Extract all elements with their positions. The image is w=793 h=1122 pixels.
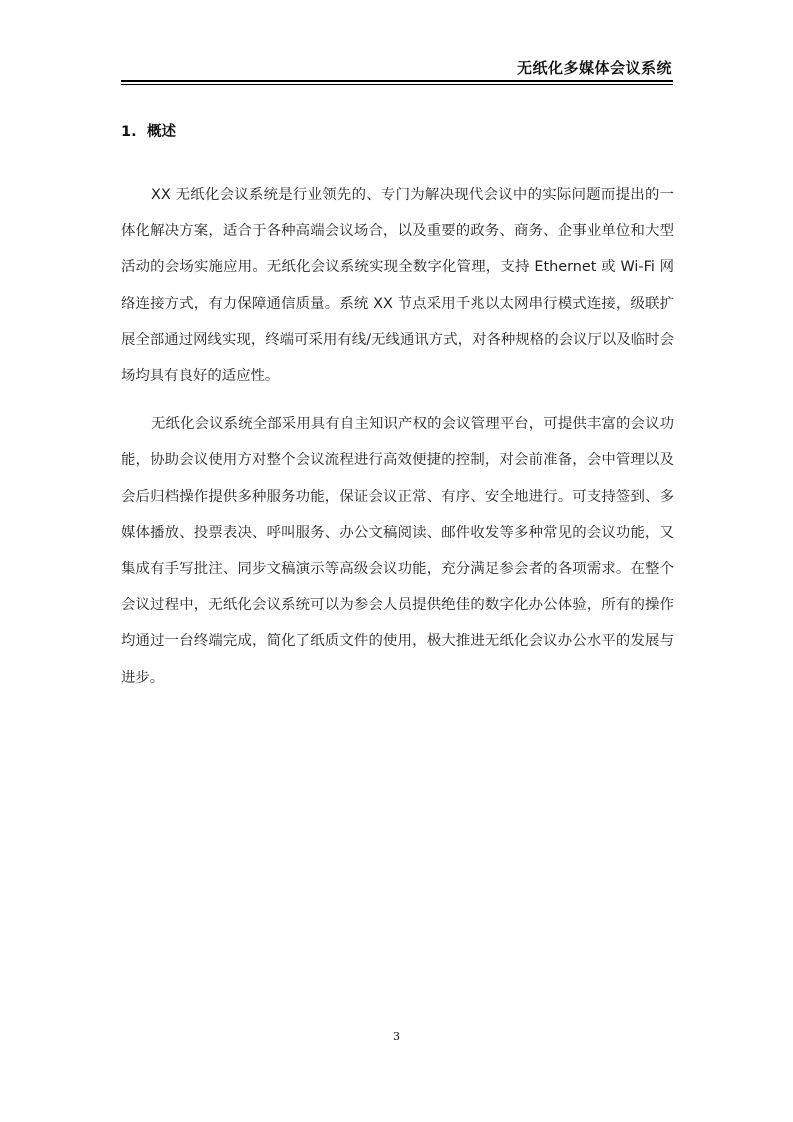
page-number: 3 <box>393 1030 400 1043</box>
paragraph-features: 无纸化会议系统全部采用具有自主知识产权的会议管理平台，可提供丰富的会议功能，协助会议使用方对整个会议流程进行高效便捷的控制，对会前准备，会中管理以及会后归档操作提供多种服务功能，保证会议正常、有序、安全地进行。可支持签到、多媒体播放、投票表决、呼叫服务、办公文稿阅读、邮件收发等多种常见的会议功能，又集成有手写批注、同步文稿演示等高级会议功能，充分满足参会者的各项需求。在整个会议过程中，无纸化会议系统可以为参会人员提供绝佳的数字化办公体验，所有的操作均通过一台终端完成，简化了纸质文件的使用，极大推进无纸化会议办公水平的发展与进步。 <box>121 416 674 686</box>
section-title: 概述 <box>147 124 176 140</box>
running-header-title: 无纸化多媒体会议系统 <box>516 59 672 77</box>
section-heading <box>121 120 176 141</box>
section-number: 1. <box>121 124 137 140</box>
header-rule-thin <box>121 84 673 85</box>
paragraph-intro: XX 无纸化会议系统是行业领先的、专门为解决现代会议中的实际问题而提出的一体化解决方案，适合于各种高端会议场合，以及重要的政务、商务、企事业单位和大型活动的会场实施应用。无纸化会议系统实现全数字化管理，支持 Ethernet 或 Wi-Fi 网络连接方式，有力保障通信质量。系统 XX 节点采用千兆以太网串行模式连接，级联扩展全部通过网线实现，终端可采用有线/无线通讯方式，对各种规格的会议厅以及临时会场均具有良好的适应性。 <box>121 187 674 385</box>
header-rule-thick <box>121 80 673 82</box>
body-text <box>121 177 674 708</box>
